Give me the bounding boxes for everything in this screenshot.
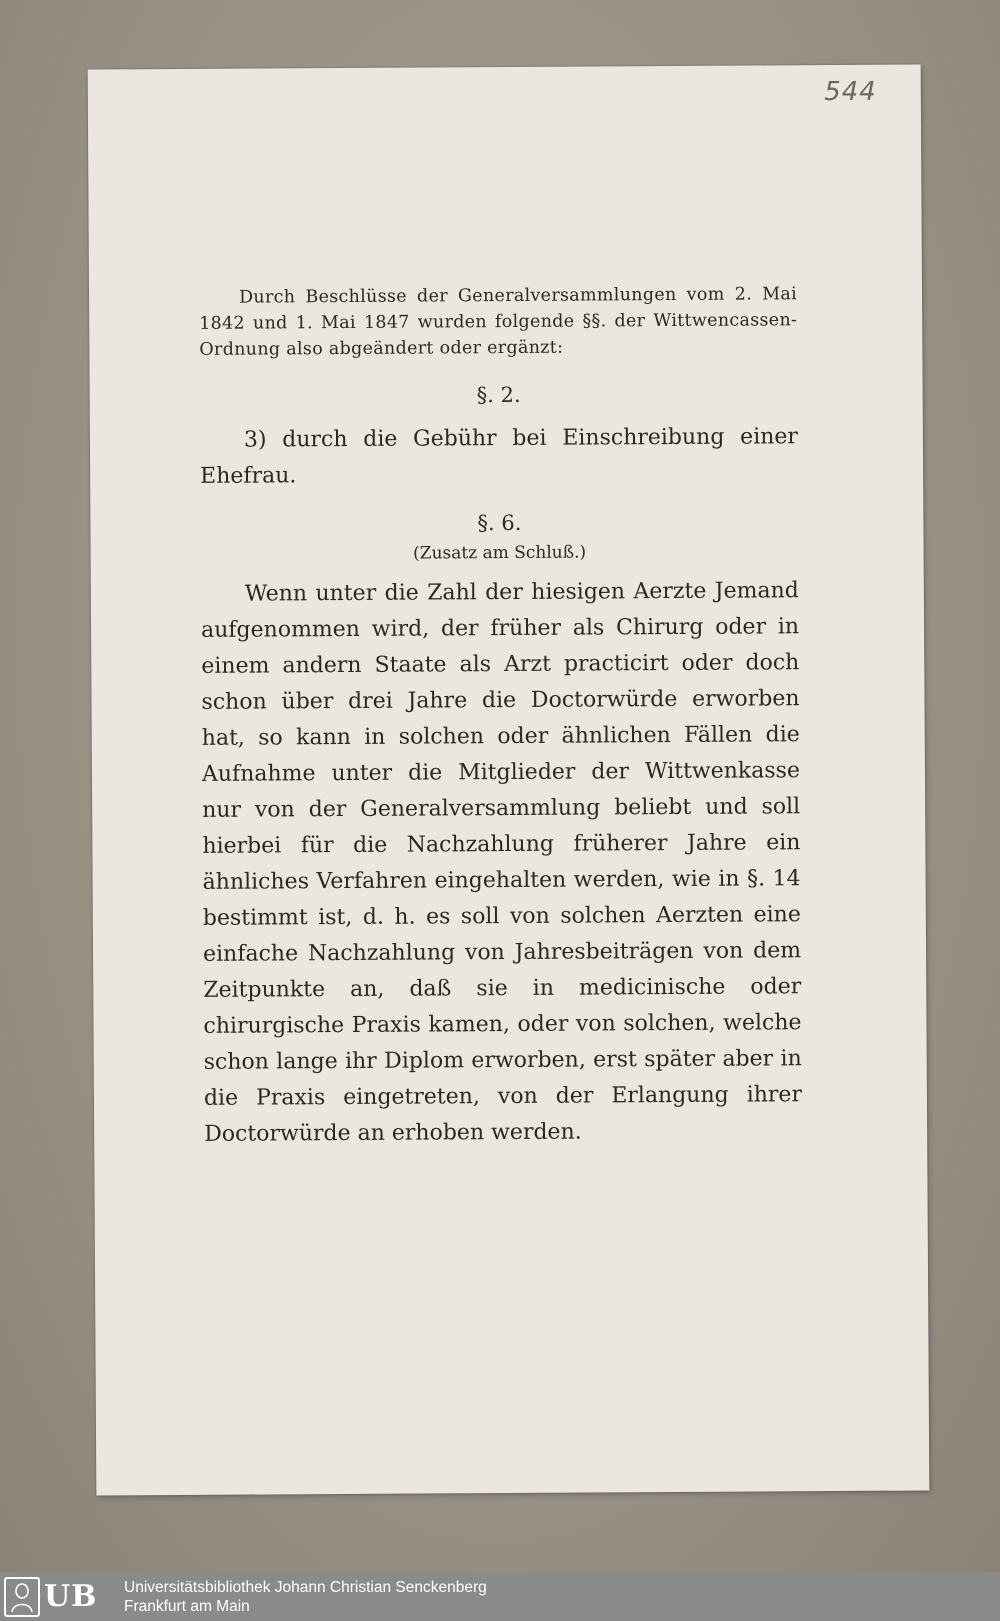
section-heading-2: §. 2. — [476, 382, 521, 408]
footer-text — [124, 1578, 487, 1616]
section-subheading: (Zusatz am Schluß.) — [413, 542, 587, 564]
page-content — [199, 281, 802, 1153]
document-page — [88, 64, 930, 1495]
portrait-emblem-icon — [4, 1577, 40, 1617]
section-2-text: 3) durch die Gebühr bei Einschreibung einer Ehefrau. — [200, 424, 798, 489]
library-name: Universitätsbibliothek Johann Christian Senckenberg — [124, 1578, 487, 1596]
logo-text: UB — [44, 1579, 98, 1614]
library-logo[interactable] — [0, 1572, 116, 1621]
folio-number: 544 — [824, 76, 877, 108]
intro-paragraph: Durch Beschlüsse der Generalversammlungen vom 2. Mai 1842 und 1. Mai 1847 wurden folgende §§. der Wittwencassen-Ordnung also abgeändert oder ergänzt: — [199, 284, 798, 360]
library-footer — [0, 1572, 1000, 1621]
section-heading-6: §. 6. — [477, 510, 522, 536]
section-6-text: Wenn unter die Zahl der hiesigen Aerzte Jemand aufgenommen wird, der früher als Chirurg oder in einem andern Staate als Arzt practicirt oder doch schon über drei Jahre die Doctorwürde erworben hat, so kann in solchen oder ähnlichen Fällen die Aufnahme unter die Mitglieder der Wittwenkasse nur von der Generalversammlung beliebt und soll hierbei für die Nachzahlung früherer Jahre ein ähnliches Verfahren eingehalten werden, wie in §. 14 bestimmt ist, d. h. es soll von solchen Aerzten eine einfache Nachzahlung von Jahresbeiträgen von dem Zeitpunkte an, daß sie in medicinische oder chirurgische Praxis kamen, oder von solchen, welche schon lange ihr Diplom erworben, erst später aber in die Praxis eingetreten, von der Erlangung ihrer Doctorwürde an erhoben werden. — [201, 578, 803, 1147]
library-location: Frankfurt am Main — [124, 1597, 250, 1615]
